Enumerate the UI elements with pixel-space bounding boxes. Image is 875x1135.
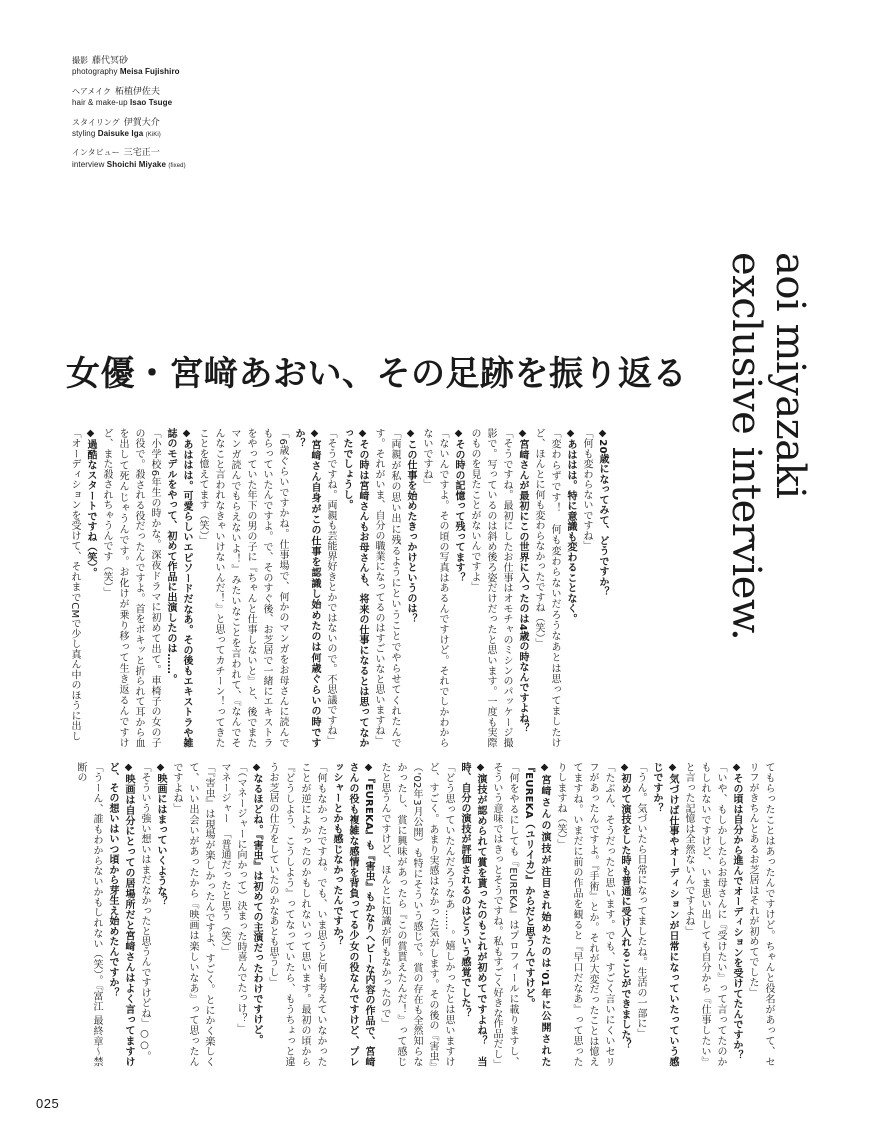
article-column-1-text (66, 428, 610, 748)
article-column-2 (72, 762, 774, 1070)
interview-answer: 「何をやるにしても『EUREKA』はプロフィールに載りますし、そういう意味ではきっとそうですね。私もすごく好きな作品だし」 (491, 762, 518, 1070)
interview-question: ◆20歳になってみて、どうですか？ (597, 428, 608, 598)
credit-name-en: Daisuke Iga (97, 128, 144, 138)
credit-name-jp: 伊賀大介 (123, 117, 160, 128)
page-number: 025 (36, 1096, 60, 1111)
english-title-line-1: aoi miyazaki (767, 252, 813, 499)
interview-question: ◆初めて演技をした時も普通に受け入れることができました？ (619, 762, 630, 1050)
credit-role-en: hair & make-up (72, 98, 128, 107)
credit-note: (KiKi) (145, 131, 161, 138)
english-title-line-2: exclusive interview. (723, 252, 769, 641)
credit-note: (fixed) (168, 162, 186, 169)
interview-answer: 「そうですね。両親も芸能界好きとかではないので。不思議ですね」 (325, 428, 336, 746)
credit-name-en: Meisa Fujishiro (119, 67, 180, 77)
interview-answer: 「どう思っていたんだろうなあ……。嬉しかったとは思いますけど、すごく。あまり実感はなかった気がします。その後の『害虫』（'02年3月公開）も特にそういう感じで。賞の存在も全然知らなかったし、賞に興味があったら『この賞貰えたんだ！』って感じたと思うんですけど、ほんとに知識が何もなかったので」 (379, 762, 454, 1067)
interview-question: ◆演技が認められて賞を貰ったのもこれが初めてですよね？ 当時、自分の演技が評価されるのはどういう感覚でした？ (459, 762, 486, 1067)
credit-en-line (72, 98, 292, 109)
credit-name-jp: 藤代冥砂 (92, 56, 129, 66)
interview-answer: 「両親が私の思い出に残るようにということでやらせてくれたんです。それがいま、自分の職業になってるのはすごいなと思いますね」 (373, 428, 400, 748)
interview-answer: 「ないんですよ。その頃の写真はあるんですけど。それでしかわからないですね」 (421, 428, 448, 748)
interview-question: ◆その時は宮﨑さんもお母さんも、将来の仕事になるとは思ってなかったでしょうし。 (341, 428, 368, 748)
credit-name-en: Shoichi Miyake (106, 159, 166, 169)
interview-question: ◆映画は自分にとっての居場所だと宮﨑さんはよく言ってますけど、その想いはいつ頃から芽生え始めたんですか？ (107, 762, 134, 1067)
headline: 女優・宮﨑あおい、その足跡を振り返る (66, 354, 687, 394)
interview-answer: 「うーん、誰もわからないかもしれない（笑）。『富江 最終章〜禁断の (75, 762, 102, 1067)
credit-role-jp: ヘアメイク (72, 86, 111, 96)
credit-jp-line (72, 148, 292, 159)
interview-answer: 「いや、もしかしたらお母さんに『受けたい』って言ってたのかもしれないですけど、いま思い出しても自分から『仕事したい』と言った記憶は全然ないんですよね」 (683, 762, 726, 1067)
credit-jp-line (72, 118, 292, 129)
credit-role-jp: インタビュー (72, 148, 120, 158)
credit-styling (72, 118, 292, 140)
interview-question: ◆その頃は自分から進んでオーディションを受けてたんですか？ (731, 762, 742, 1061)
credit-en-line (72, 67, 292, 78)
interview-answer: 「オーディションを受けて、それまでCMで少し真ん中のほうに出し (69, 428, 80, 742)
credit-en-line (72, 160, 292, 171)
interview-question: ◆宮﨑さんが最初にこの世界に入ったのは4歳の時なんですよね？ (517, 428, 528, 734)
interview-answer: 「6歳ぐらいですかね。仕事場で、何かのマンガをお母さんに読んでもらっていたんですよ。で、そのすぐ後、お芝居で一緒にエキストラをやっていた年下の男の子に『ちゃんと仕事しないと』と、後でまたマンガ読んでもらえないよ！』みたいなことを言われて、『なんでそんなこと言われなきゃいけないんだ！』と思ってカチーン！ってきたことを憶えてます（笑）」 (197, 428, 288, 748)
credit-role-en: photography (72, 67, 118, 77)
interview-question: ◆宮﨑さん自身がこの仕事を認識し始めたのは何歳ぐらいの時ですか？ (293, 428, 320, 748)
interview-question: ◆気づけば仕事やオーディションが日常になっていたっていう感じですか？ (651, 762, 678, 1067)
interview-question: ◆あははは。特に意識も変わることなく。 (565, 428, 576, 624)
interview-answer: 「変わらずです！ 何も変わらないだろうなあとは思ってましたけど、ほんとに何も変わらなかったですね（笑）」 (533, 428, 560, 748)
interview-question: ◆映画にはまっていくような？ (155, 762, 166, 907)
interview-question: ◆あははは。可愛らしいエピソードだなあ。その後もエキストラや雑誌のモデルをやって、初めて作品に出演したのは……。 (165, 428, 192, 748)
english-title-text (724, 252, 812, 640)
credit-jp-line (72, 56, 292, 67)
credits-block (72, 56, 292, 179)
interview-answer: 「何もなかったですね。でも、いま思うと何も考えていなかったことが逆によかったのかもしれないって思います。最初の頃から『どうしよう、こうしよう』ってなっていたら、もうちょっと違うお芝居の仕方をしていたのかなあとも思うし」 (267, 762, 326, 1068)
interview-answer: 「『害虫』は現場が楽しかったんですよ、すごく。とにかく楽しくて、いい出会いがあったから『映画は楽しいなあ』って思ったんですよね」 (171, 762, 214, 1068)
credit-jp-line (72, 87, 292, 98)
article-column-1 (66, 428, 721, 748)
interview-answer: 「たぶん、そうだったと思います。でも、すごく言いにくいセリフがあったんですよ。『手術』とか。それが大変だったことは憶えてますね。いまだに前の作品を観ると『早口だなあ』って思ったりしますね（笑）」 (555, 762, 614, 1067)
credit-interview (72, 148, 292, 170)
credit-role-jp: スタイリング (72, 117, 120, 127)
credit-role-en: styling (72, 128, 96, 138)
interview-answer: 「うん。気づいたら日常になってましたね。生活の一部に」 (635, 762, 646, 1039)
interview-answer: 「何も変わらないですね」 (581, 428, 592, 551)
interview-answer: 「そういう強い想いはまだなかったと思うんですけどね」○○。 (139, 762, 150, 1062)
interview-question: ◆その時の記憶って残ってます？ (453, 428, 464, 583)
credit-en-line (72, 129, 292, 140)
interview-answer: 「そうですね。最初にしたお仕事はオモチャのミシンのパッケージ撮影で。写っているのは斜め後ろ姿だけだったと思います。一度も実際のものを見たことがないんですよ」 (469, 428, 512, 748)
credit-photography (72, 56, 292, 78)
interview-answer: 「小学校6年生の時かな。深夜ドラマに初めて出て。車椅子の女の子の役で。殺される役だったんですよ。首をボキッと折られて耳から血を出して死んじゃうんです。お化けが乗り移って生き返るんですけど、また殺されちゃうんです（笑）」 (101, 428, 160, 748)
interview-answer: 「（マネージャーに向かって）決まった時喜んでたっけ？」 (235, 762, 246, 1034)
interview-question: ◆宮﨑さんの演技が注目され始めたのは'01年に公開された『EUREKA（ユリイカ）』からだと思うんですけど。 (523, 762, 550, 1067)
credit-hair-makeup (72, 87, 292, 109)
interview-question: ◆この仕事を始めたきっかけというのは？ (405, 428, 416, 624)
article-column-2-text (72, 762, 776, 1070)
credit-role-jp: 撮影 (72, 56, 88, 65)
credit-name-jp: 柘植伊佐夫 (114, 86, 160, 97)
interview-answer: てもらったことはあったんですけど。ちゃんと役名があって、セリフがきちんとあるお芝居はそれが初めてでした」 (747, 762, 774, 1067)
interview-question: ◆『EUREKA』も『害虫』もかなりヘビーな内容の作品で、宮﨑さんの役も複雑な感情を背負ってる少女の役なんですけど、プレッシャーとかも感じなかったんですか？ (331, 762, 374, 1067)
credit-role-en: interview (72, 159, 105, 169)
credit-name-en: Isao Tsuge (129, 98, 173, 107)
interview-answer: マネージャー 「普通だったと思う（笑）」 (219, 762, 230, 957)
english-title (723, 252, 813, 672)
credit-name-jp: 三宅正一 (123, 148, 160, 159)
interview-question: ◆過酷なスタートですね（笑）。 (85, 428, 96, 578)
interview-question: ◆なるほどね。『害虫』は初めての主演だったわけですけど。 (251, 762, 262, 1045)
